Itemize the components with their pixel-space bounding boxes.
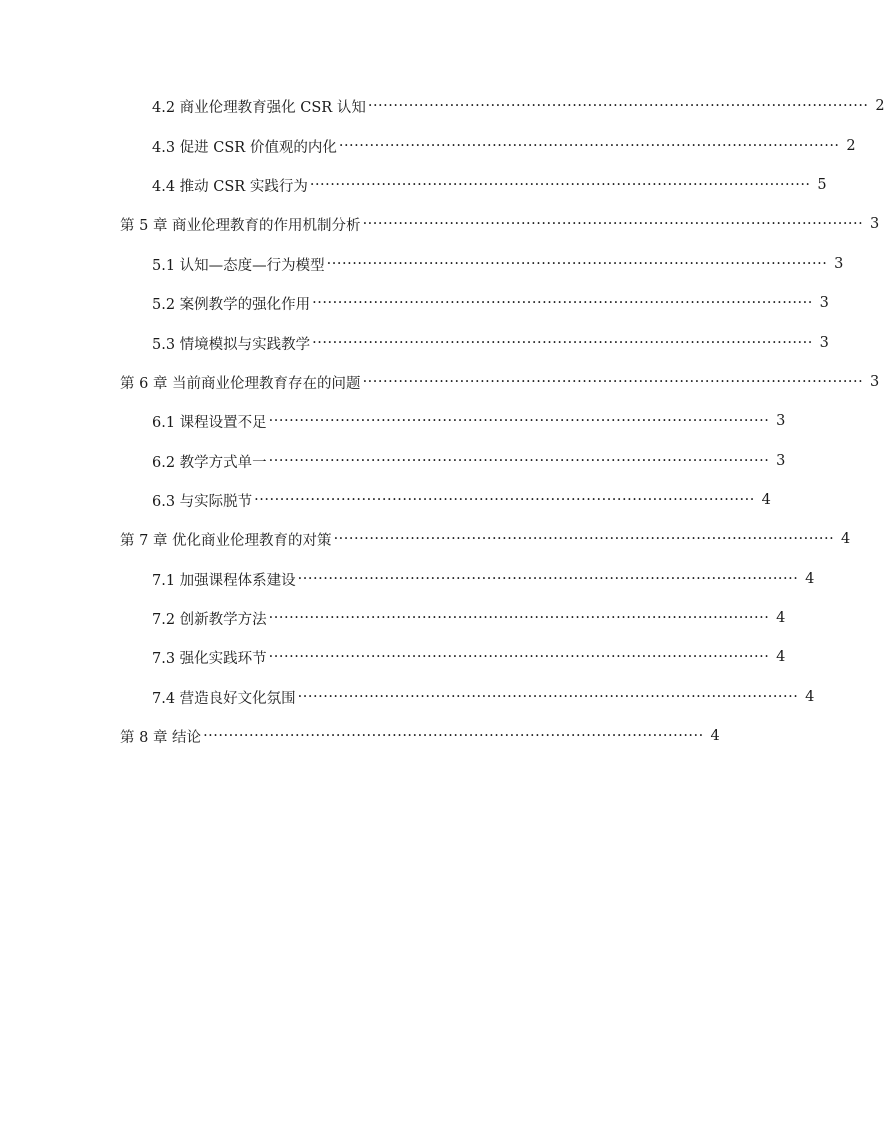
toc-entry-label: 5.3 情境模拟与实践教学: [152, 336, 311, 353]
toc-entry-7-3[interactable]: [152, 644, 786, 670]
toc-entry-label: 7.2 创新教学方法: [152, 611, 267, 628]
toc-entry-page: 4: [841, 531, 851, 547]
toc-dot-leader: ··································································································: [333, 531, 835, 547]
toc-entry-label: 第 8 章 结论: [120, 729, 202, 746]
toc-dot-leader: ··································································································: [268, 610, 770, 626]
toc-entry-6-2[interactable]: [152, 448, 786, 474]
toc-entry-label: 4.2 商业伦理教育强化 CSR 认知: [152, 99, 366, 116]
toc-entry-6-3[interactable]: [152, 487, 771, 513]
toc-entry-page: 4: [710, 728, 720, 744]
toc-dot-leader: ··································································································: [254, 492, 755, 508]
toc-entry-7-2[interactable]: [152, 605, 786, 631]
toc-entry-label: 7.4 营造良好文化氛围: [152, 690, 296, 707]
toc-dot-leader: ··································································································: [326, 256, 828, 272]
toc-entry-page: 2: [875, 98, 885, 114]
toc-entry-page: 5: [817, 177, 827, 193]
toc-entry-page: 4: [761, 492, 771, 508]
toc-entry-page: 4: [805, 571, 815, 587]
toc-entry-4-3[interactable]: [152, 133, 856, 159]
toc-entry-chapter-6[interactable]: [120, 369, 880, 395]
toc-entry-chapter-8[interactable]: [120, 723, 720, 749]
toc-entry-label: 4.4 推动 CSR 实践行为: [152, 178, 308, 195]
toc-dot-leader: ··································································································: [203, 728, 704, 744]
toc-dot-leader: ··································································································: [312, 295, 813, 311]
toc-entry-5-2[interactable]: [152, 290, 829, 316]
toc-entry-page: 4: [776, 649, 786, 665]
toc-entry-label: 第 6 章 当前商业伦理教育存在的问题: [120, 375, 361, 392]
toc-entry-page: 4: [776, 610, 786, 626]
toc-dot-leader: ··································································································: [268, 453, 770, 469]
toc-entry-label: 6.3 与实际脱节: [152, 493, 253, 510]
toc-entry-4-4[interactable]: [152, 172, 827, 198]
toc-entry-label: 第 5 章 商业伦理教育的作用机制分析: [120, 217, 361, 234]
toc-entry-5-3[interactable]: [152, 330, 829, 356]
toc-entry-page: 4: [805, 689, 815, 705]
toc-dot-leader: ··································································································: [297, 571, 799, 587]
toc-entry-chapter-7[interactable]: [120, 526, 851, 552]
toc-entry-label: 5.1 认知—态度—行为模型: [152, 257, 325, 274]
toc-entry-page: 3: [776, 413, 786, 429]
toc-entry-label: 7.1 加强课程体系建设: [152, 572, 296, 589]
toc-entry-page: 3: [776, 453, 786, 469]
toc-entry-page: 3: [834, 256, 844, 272]
toc-entry-label: 7.3 强化实践环节: [152, 650, 267, 667]
toc-dot-leader: ··································································································: [362, 374, 864, 390]
toc-dot-leader: ··································································································: [268, 413, 770, 429]
toc-entry-6-1[interactable]: [152, 408, 786, 434]
toc-entry-page: 3: [819, 295, 829, 311]
toc-entry-chapter-5[interactable]: [120, 211, 880, 237]
toc-dot-leader: ··································································································: [367, 98, 869, 114]
toc-entry-page: 2: [846, 138, 856, 154]
toc-entry-label: 6.2 教学方式单一: [152, 454, 267, 471]
toc-entry-label: 4.3 促进 CSR 价值观的内化: [152, 139, 337, 156]
toc-dot-leader: ··································································································: [312, 335, 813, 351]
toc-entry-page: 3: [870, 374, 880, 390]
toc-entry-page: 3: [819, 335, 829, 351]
toc-entry-label: 第 7 章 优化商业伦理教育的对策: [120, 532, 332, 549]
toc-entry-page: 3: [870, 216, 880, 232]
toc-entry-7-1[interactable]: [152, 566, 815, 592]
toc-entry-4-2[interactable]: [152, 93, 885, 119]
toc-entry-label: 5.2 案例教学的强化作用: [152, 296, 311, 313]
toc-entry-5-1[interactable]: [152, 251, 844, 277]
toc-entry-label: 6.1 课程设置不足: [152, 414, 267, 431]
toc-dot-leader: ··································································································: [309, 177, 811, 193]
toc-dot-leader: ··································································································: [362, 216, 864, 232]
toc-entry-7-4[interactable]: [152, 684, 815, 710]
toc-dot-leader: ··································································································: [297, 689, 799, 705]
toc-dot-leader: ··································································································: [268, 649, 770, 665]
toc-dot-leader: ··································································································: [338, 138, 840, 154]
